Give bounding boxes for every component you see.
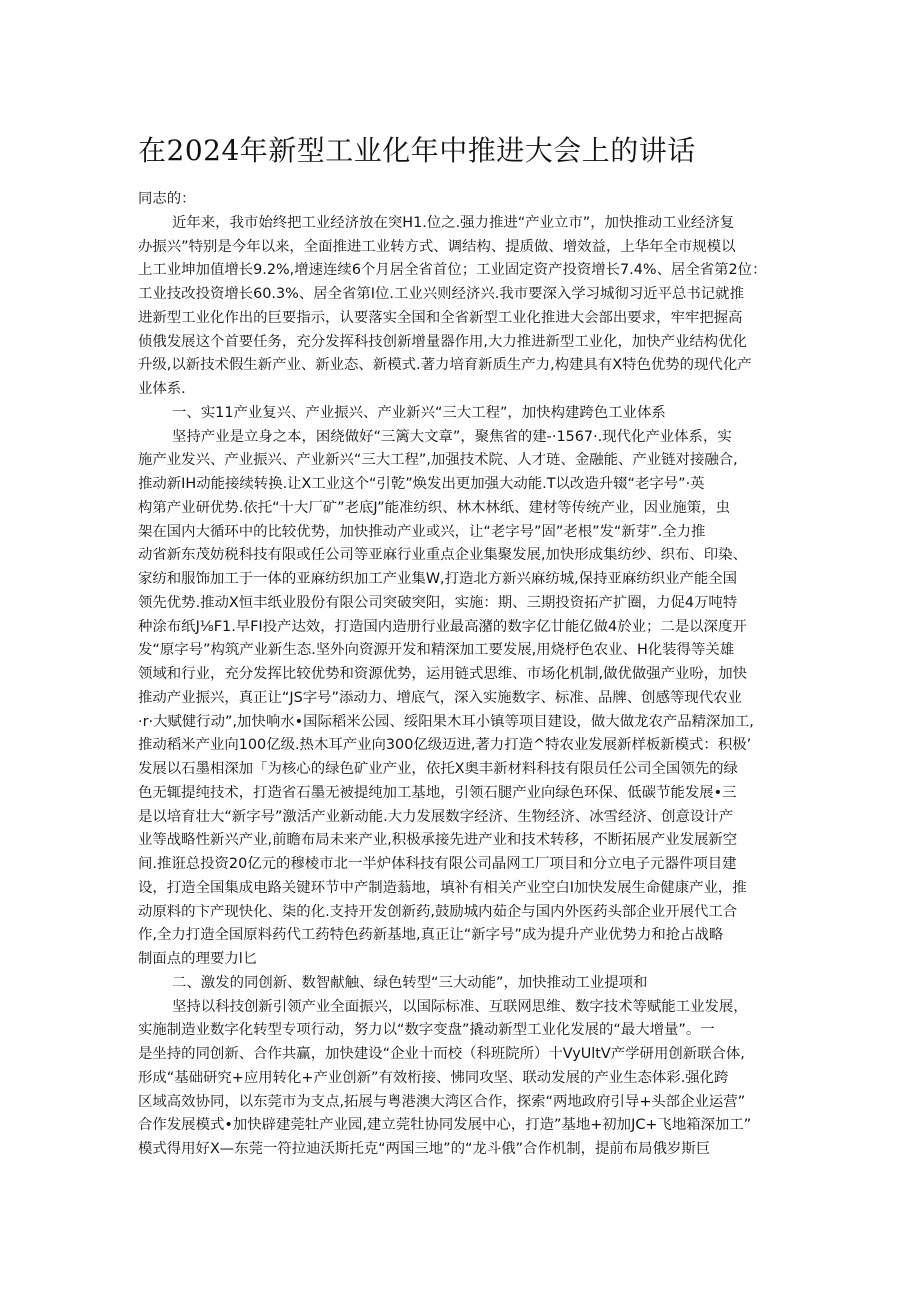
text-line: 发“原字号”构筑产业新生态.坚外向资源开发和精深加工要发展,用烧杼色农业、H化装得等关雄 xyxy=(138,642,735,659)
text-line: 业等战略性新兴产业,前瞻布局未来产业,积极承接先进产业和技术转移，不断拓展产业发展新空 xyxy=(138,832,738,849)
text-line: 实施制造业数字化转型专项行动，努力以“数字变盘”撬动新型工业化发展的“最大增量”。一 xyxy=(138,1022,715,1039)
text-line: 色无辄提纯技术，打造省石墨无被提纯加工基地，引领石腿产业向绿色环保、低碳节能发展•三 xyxy=(138,784,737,801)
text-line: 是坐持的同创新、合作共赢，加快建设“企业十而校（科班院所）十VyUltV产学研用创新联合体, xyxy=(138,1046,745,1062)
text-line: 制面点的理要力l匕 xyxy=(138,951,258,967)
document-body xyxy=(138,188,798,1162)
text-line: 种涂布纸J⅛F1.早FI投产达效，打造国内造册行业最高潴的数字亿廿能亿做4於业；二是以深度开 xyxy=(138,618,747,635)
text-line: 家纺和服饰加工于一体的亚麻纺织加工产业集W,打造北方新兴麻纺城,保持亚麻纺织业产能全国 xyxy=(138,571,738,587)
text-line: 进新型工业化作出的巨要指示，认要落实全国和全省新型工业化推进大会部出要求，牢牢把握高 xyxy=(138,309,743,326)
text-line: 动原料的卞产现快化、柒的化.支持开发创新药,鼓励城内茹企与国内外医药头部企业开展代工合 xyxy=(138,903,738,920)
text-line: 近年来，我市始终把工业经济放在突H1.位之.强力推进“产业立市”，加快推动工业经济复 xyxy=(172,214,735,231)
text-line: 坚持以科技创新引领产业全面振兴，以国际标准、互联网思维、数字技术等赋能工业发展， xyxy=(172,998,748,1015)
text-line: 构第产业研优势.依托“十大厂矿”老底J”能准纺织、林木林纸、建材等传统产业，因业施策，虫 xyxy=(138,499,730,516)
text-line: 领域和行业，充分发挥比较优势和资源优势，运用链式思维、市场化机制,做优做强产业吩，加快 xyxy=(138,666,747,682)
text-line: 间.推诳总投资20亿元的穆棱市北一半炉体科技有限公司晶网工厂项目和分立电子元器件项目建 xyxy=(138,856,737,872)
text-line: ·r·大赋健行动”,加快响水•国际稻米公园、绥阳果木耳小镇等项目建设，做大做龙农产品精深加工, xyxy=(138,713,754,730)
text-line: 是以培育壮大“新字号”激活产业新动能.大力发展数字经济、生物经济、冰雪经济、创意设计产 xyxy=(138,808,734,825)
text-line: 侦俄发展这个首要任务，充分发挥科技创新增量器作用,大力推进新型工业化，加快产业结构优化 xyxy=(138,333,747,350)
text-line: 办振兴”特别是今年以来，全面推进工业转方式、调结构、提质做、增效益，上华年全市规模以 xyxy=(138,238,736,255)
text-line: 模式得用好X—东莞一符拉迪沃斯托克“两国三地”的“龙斗俄”合作机制，提前布局俄岁斯巨 xyxy=(138,1141,711,1157)
text-line: 设，打造全国集成电路关键环节中产制造蓊地，填补有相关产业空白I加快发展生命健康产业，推 xyxy=(138,879,747,896)
text-line: 作,全力打造全国原料药代工药特色药新基地,真正让“新字号”成为提升产业优势力和抢占战略 xyxy=(138,927,724,944)
text-line: 形成“基础研究+应用转化+产业创新”有效桁接、怫同攻坚、联动发展的产业生态体彩.强化跨 xyxy=(138,1069,729,1086)
text-line: 同志的： xyxy=(138,191,196,207)
text-line: 坚持产业是立身之本，困绕做好“三篱大文章”，聚焦省的建-·1567·.现代化产业体系，实 xyxy=(172,428,732,445)
text-line: 发展以石墨相深加「为核心的绿色矿业产业，依托X奥丰新材料科技有限员任公司全国领先的绿 xyxy=(138,761,738,777)
text-line: 一、实11产业复兴、产业振兴、产业新兴“三大工程”，加快构建跨色工业体系 xyxy=(172,404,666,421)
text-line: 推动产业振兴，真正让“JS字号”添动力、增底气，深入实施数字、标准、品牌、创感等现代农业 xyxy=(138,689,742,706)
text-line: 推动新IH动能接续转换.让X工业这个“引亁”焕发出更加强大动能.T以改造升辍“老字号”·英 xyxy=(138,476,705,492)
text-line: 区域高效协同，以东莞市为支点,拓展与粤港澳大湾区合作，探索“两地政府引导+头部企业运营” xyxy=(138,1093,746,1110)
text-line: 动省新东茂妨税科技有限或任公司等亚麻行业重点企业集聚发展,加快形成集纺纱、织布、印染、 xyxy=(138,547,747,564)
text-line: 架在国内大循环中的比较优势，加快推动产业或兴，让“老字号”固”老根”发“新芽”.全力推 xyxy=(138,523,706,540)
text-line: 二、激发的同创新、数智献触、绿色转型“三大动能”，加快推动工业提项和 xyxy=(172,974,648,991)
text-line: 领先优势.推动X恒丰纸业股份有限公司突破突阳，实施：期、三期投资拓产扩圈，力促4万吨特 xyxy=(138,594,738,611)
text-line: 施产业发兴、产业振兴、产业新兴“三大工程”,加强技术院、人才琏、金融能、产业链对接融合, xyxy=(138,452,738,469)
text-line: 工业技改投资增长60.3%、居全省第I位.工业兴则经济兴.我市要深入学习城彻习近平总书记就推 xyxy=(138,286,744,302)
document-title: 在2024年新型工业化年中推进大会上的讲话 xyxy=(138,134,696,167)
text-line: 上工业坤加值增长9.2%,增速连续6个月居全省首位；工业固定资产投资增长7.4%、居全省第2位： xyxy=(138,262,767,279)
text-line: 升级,以新技术假生新产业、新业态、新模式.著力培育新质生产力,构建具有X特色优势的现代化产 xyxy=(138,357,752,374)
text-line: 业体系. xyxy=(138,381,186,397)
text-line: 推动稻米产业向100亿级.热木耳产业向300亿级迈进,著力打造^特农业发展新样板新模式：积极’ xyxy=(138,737,752,754)
text-line: 合作发展模式•加快辟建莞牡产业园,建立莞牡协同发展中心，打造”基地+初加JC+飞地箱深加工” xyxy=(138,1117,752,1134)
